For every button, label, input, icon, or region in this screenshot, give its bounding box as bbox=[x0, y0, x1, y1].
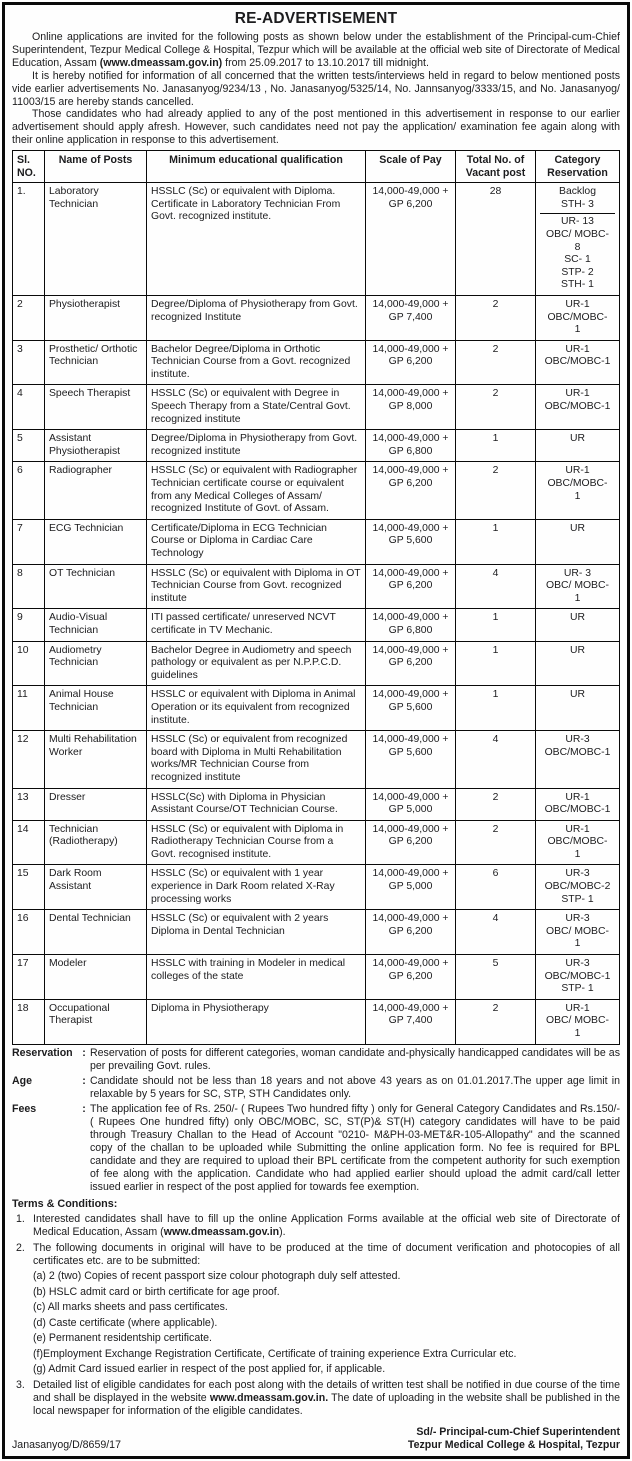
qualification-cell: Certificate/Diploma in ECG Technician Course or Diploma in Cardiac Care Technology bbox=[147, 519, 366, 564]
vacant-posts-cell: 2 bbox=[456, 788, 536, 820]
sl-no-cell: 10 bbox=[13, 641, 45, 686]
document-subitem: (f)Employment Exchange Registration Certificate, Certificate of training experience Extra Curricular etc. bbox=[33, 1347, 517, 1360]
post-name-cell: Occupational Therapist bbox=[45, 999, 147, 1044]
post-name-cell: Speech Therapist bbox=[45, 385, 147, 430]
qualification-cell: Degree/Diploma of Physiotherapy from Govt. recognized Institute bbox=[147, 295, 366, 340]
qualification-cell: Bachelor Degree/Diploma in Orthotic Technician Course from a Govt. recognized institute. bbox=[147, 340, 366, 385]
category-reservation-cell bbox=[536, 340, 620, 385]
vacant-posts-cell: 4 bbox=[456, 910, 536, 955]
item-text bbox=[33, 1379, 620, 1418]
sl-no-cell: 6 bbox=[13, 462, 45, 519]
note-label: Reservation bbox=[12, 1046, 73, 1059]
category-divider bbox=[540, 213, 615, 214]
qualification-cell: HSSLC (Sc) or equivalent with Diploma. Certificate in Laboratory Technician From Govt. recognized institute. bbox=[147, 183, 366, 296]
item-number: 2. bbox=[16, 1241, 25, 1254]
post-name-cell: Dresser bbox=[45, 788, 147, 820]
website-url: www.dmeassam.gov.in. bbox=[209, 1392, 329, 1405]
signature-line-2: Tezpur Medical College & Hospital, Tezpur bbox=[407, 1439, 620, 1452]
table-row bbox=[13, 731, 620, 788]
header-name-of-posts: Name of Posts bbox=[45, 151, 147, 183]
table-row bbox=[13, 865, 620, 910]
category-block: UR-3 OBC/MOBC-1 STP- 1 bbox=[544, 958, 611, 995]
intro-paragraph-2: It is hereby notified for information of all concerned that the written tests/interviews held in regard to below mentioned posts vide earlier advertisements No. Janasanyog/9234/13 , No. Janasanyog/5325/14, No. Jannsanyog/3333/15, and No. Janasanyog/ 11003/15 are hereby stands cancelled. bbox=[12, 69, 620, 108]
sl-no-cell: 17 bbox=[13, 955, 45, 1000]
sl-no-cell: 16 bbox=[13, 910, 45, 955]
item-text-part: ). bbox=[279, 1225, 286, 1238]
document-subitem: (c) All marks sheets and pass certificates. bbox=[33, 1301, 228, 1314]
item-number: 1. bbox=[16, 1212, 25, 1225]
table-row bbox=[13, 183, 620, 296]
category-reservation-cell bbox=[536, 609, 620, 641]
footer bbox=[12, 1426, 620, 1452]
vacant-posts-cell: 2 bbox=[456, 295, 536, 340]
terms-heading: Terms & Conditions: bbox=[12, 1197, 118, 1210]
scale-of-pay-cell: 14,000-49,000 + GP 7,400 bbox=[366, 999, 456, 1044]
category-block: UR bbox=[569, 689, 585, 701]
scale-of-pay-cell: 14,000-49,000 + GP 6,200 bbox=[366, 340, 456, 385]
post-name-cell: ECG Technician bbox=[45, 519, 147, 564]
category-block: UR-1 OBC/MOBC- 1 bbox=[547, 823, 608, 860]
item-text-part: Interested candidates shall have to fill up the online Application Forms available at the official web site of Directorate of Medical Education, Assam ( bbox=[33, 1212, 620, 1238]
post-name-cell: Physiotherapist bbox=[45, 295, 147, 340]
post-name-cell: Modeler bbox=[45, 955, 147, 1000]
post-name-cell: Multi Rehabilitation Worker bbox=[45, 731, 147, 788]
item-text-part: Detailed list of eligible candidates for each post along with the details of written test shall be notified in due course of the time and shall be displayed in the website bbox=[33, 1379, 620, 1405]
scale-of-pay-cell: 14,000-49,000 + GP 6,200 bbox=[366, 955, 456, 1000]
category-reservation-cell bbox=[536, 731, 620, 788]
header-category-reservation: Category Reservation bbox=[536, 151, 620, 183]
header-qualification: Minimum educational qualification bbox=[147, 151, 366, 183]
posts-table-body bbox=[13, 183, 620, 1044]
table-row bbox=[13, 609, 620, 641]
category-reservation-cell bbox=[536, 820, 620, 865]
scale-of-pay-cell: 14,000-49,000 + GP 5,600 bbox=[366, 731, 456, 788]
category-block: UR bbox=[569, 612, 585, 624]
post-name-cell: Animal House Technician bbox=[45, 686, 147, 731]
sl-no-cell: 5 bbox=[13, 430, 45, 462]
document-subitem: (d) Caste certificate (where applicable). bbox=[33, 1316, 218, 1329]
scale-of-pay-cell: 14,000-49,000 + GP 8,000 bbox=[366, 385, 456, 430]
category-reservation-cell bbox=[536, 564, 620, 609]
table-row bbox=[13, 686, 620, 731]
table-row bbox=[13, 910, 620, 955]
advertisement-page bbox=[2, 2, 630, 1459]
reference-number: Janasanyog/D/8659/17 bbox=[12, 1439, 121, 1452]
post-name-cell: Technician (Radiotherapy) bbox=[45, 820, 147, 865]
scale-of-pay-cell: 14,000-49,000 + GP 6,200 bbox=[366, 564, 456, 609]
qualification-cell: Degree/Diploma in Physiotherapy from Govt. recognized institute bbox=[147, 430, 366, 462]
category-reservation-cell bbox=[536, 295, 620, 340]
category-block: Backlog STH- 3 bbox=[559, 186, 596, 210]
note-text: Reservation of posts for different categories, woman candidate and-physically handicapped candidates will be as per prevailing Govt. rules. bbox=[90, 1046, 620, 1072]
category-reservation-cell bbox=[536, 788, 620, 820]
table-row bbox=[13, 788, 620, 820]
header-vacant-posts: Total No. of Vacant post bbox=[456, 151, 536, 183]
category-block: UR- 13 OBC/ MOBC- 8 SC- 1 STP- 2 STH- 1 bbox=[546, 216, 609, 291]
notes-section bbox=[12, 1047, 620, 1194]
header-sl-no: Sl. NO. bbox=[13, 151, 45, 183]
vacant-posts-cell: 1 bbox=[456, 641, 536, 686]
scale-of-pay-cell: 14,000-49,000 + GP 6,200 bbox=[366, 910, 456, 955]
website-url: www.dmeassam.gov.in bbox=[163, 1225, 280, 1238]
sl-no-cell: 3 bbox=[13, 340, 45, 385]
note-reservation bbox=[12, 1047, 620, 1073]
post-name-cell: Assistant Physiotherapist bbox=[45, 430, 147, 462]
qualification-cell: HSSLC (Sc) or equivalent with Degree in Speech Therapy from a State/Central Govt. recognized institute bbox=[147, 385, 366, 430]
sl-no-cell: 13 bbox=[13, 788, 45, 820]
vacant-posts-cell: 5 bbox=[456, 955, 536, 1000]
post-name-cell: Audiometry Technician bbox=[45, 641, 147, 686]
scale-of-pay-cell: 14,000-49,000 + GP 5,000 bbox=[366, 865, 456, 910]
sl-no-cell: 11 bbox=[13, 686, 45, 731]
qualification-cell: HSSLC (Sc) or equivalent with 2 years Diploma in Dental Technician bbox=[147, 910, 366, 955]
category-reservation-cell bbox=[536, 955, 620, 1000]
category-block: UR-3 OBC/MOBC-2 STP- 1 bbox=[544, 868, 611, 905]
post-name-cell: Dark Room Assistant bbox=[45, 865, 147, 910]
table-row bbox=[13, 340, 620, 385]
qualification-cell: Bachelor Degree in Audiometry and speech pathology or equivalent as per N.P.P.C.D. guidelines bbox=[147, 641, 366, 686]
intro-paragraph-3: Those candidates who had already applied to any of the post mentioned in this advertisement in response to our earlier advertisement should apply afresh. However, such candidates need not pay the application/ examination fee again along with their online application in response to this advertisement. bbox=[12, 108, 620, 147]
scale-of-pay-cell: 14,000-49,000 + GP 6,200 bbox=[366, 183, 456, 296]
vacant-posts-cell: 2 bbox=[456, 999, 536, 1044]
qualification-cell: Diploma in Physiotherapy bbox=[147, 999, 366, 1044]
header-scale-of-pay: Scale of Pay bbox=[366, 151, 456, 183]
document-sublist bbox=[33, 1270, 620, 1376]
qualification-cell: HSSLC(Sc) with Diploma in Physician Assistant Course/OT Technician Course. bbox=[147, 788, 366, 820]
table-row bbox=[13, 955, 620, 1000]
vacant-posts-cell: 1 bbox=[456, 430, 536, 462]
table-row bbox=[13, 385, 620, 430]
document-subitem: (g) Admit Card issued earlier in respect of the post applied for, if applicable. bbox=[33, 1363, 386, 1376]
category-block: UR-1 OBC/MOBC-1 bbox=[544, 791, 611, 816]
category-block: UR-1 OBC/MOBC- 1 bbox=[547, 465, 608, 502]
note-text: The application fee of Rs. 250/- ( Rupees Two hundred fifty ) only for General Category Candidates and Rs.150/- ( Rupees One hundred fifty) only OBC/MOBC, SC, ST(P)& ST(H) category candidates will have to be paid through Treasury Challan to the Head of Account "0210- M&PH-03-MET&R-105-Allopathy" and the scanned copy of the challan to be uploaded while Submitting the online application form. No fee is required for BPL candidate and they are required to upload their BPL certificate from the competent authority for such exemption of fee along with the application. Candidate who had applied earlier should upload the admit card/call letter issued earlier in respect of the post applied for towards fee exemption. bbox=[90, 1102, 620, 1193]
category-reservation-cell bbox=[536, 686, 620, 731]
post-name-cell: Prosthetic/ Orthotic Technician bbox=[45, 340, 147, 385]
item-text bbox=[33, 1213, 620, 1239]
note-age bbox=[12, 1075, 620, 1101]
category-reservation-cell bbox=[536, 183, 620, 296]
website-url: (www.dmeassam.gov.in) bbox=[99, 56, 223, 69]
qualification-cell: HSSLC with training in Modeler in medical colleges of the state bbox=[147, 955, 366, 1000]
scale-of-pay-cell: 14,000-49,000 + GP 5,600 bbox=[366, 519, 456, 564]
vacant-posts-cell: 4 bbox=[456, 564, 536, 609]
table-header-row bbox=[13, 151, 620, 183]
qualification-cell: HSSLC (Sc) or equivalent with Diploma in Radiotherapy Technician Course from a Govt. recognised institute. bbox=[147, 820, 366, 865]
vacant-posts-cell: 4 bbox=[456, 731, 536, 788]
table-row bbox=[13, 295, 620, 340]
intro-text: from 25.09.2017 to 13.10.2017 till midnight. bbox=[222, 56, 429, 69]
category-reservation-cell bbox=[536, 430, 620, 462]
terms-item-1 bbox=[12, 1213, 620, 1239]
intro-paragraph-1 bbox=[12, 31, 620, 70]
post-name-cell: Audio-Visual Technician bbox=[45, 609, 147, 641]
category-block: UR bbox=[569, 644, 585, 656]
vacant-posts-cell: 1 bbox=[456, 609, 536, 641]
post-name-cell: OT Technician bbox=[45, 564, 147, 609]
page-title: RE-ADVERTISEMENT bbox=[234, 10, 398, 27]
document-subitem: (a) 2 (two) Copies of recent passport size colour photograph duly self attested. bbox=[33, 1270, 401, 1283]
note-label: Fees bbox=[12, 1102, 37, 1115]
scale-of-pay-cell: 14,000-49,000 + GP 7,400 bbox=[366, 295, 456, 340]
posts-table bbox=[12, 150, 620, 1044]
sl-no-cell: 18 bbox=[13, 999, 45, 1044]
vacant-posts-cell: 6 bbox=[456, 865, 536, 910]
note-colon: : bbox=[82, 1046, 86, 1059]
table-row bbox=[13, 462, 620, 519]
category-reservation-cell bbox=[536, 385, 620, 430]
item-text-part: The following documents in original will have to be produced at the time of document verification and photocopies of all certificates etc. are to be submitted: bbox=[33, 1241, 620, 1267]
note-label: Age bbox=[12, 1074, 33, 1087]
sl-no-cell: 7 bbox=[13, 519, 45, 564]
table-row bbox=[13, 430, 620, 462]
category-block: UR- 3 OBC/ MOBC- 1 bbox=[546, 567, 609, 604]
vacant-posts-cell: 2 bbox=[456, 340, 536, 385]
vacant-posts-cell: 28 bbox=[456, 183, 536, 296]
qualification-cell: HSSLC (Sc) or equivalent with 1 year experience in Dark Room related X-Ray processing works bbox=[147, 865, 366, 910]
category-reservation-cell bbox=[536, 641, 620, 686]
category-block: UR-3 OBC/MOBC-1 bbox=[544, 734, 611, 758]
scale-of-pay-cell: 14,000-49,000 + GP 6,800 bbox=[366, 430, 456, 462]
sl-no-cell: 15 bbox=[13, 865, 45, 910]
vacant-posts-cell: 2 bbox=[456, 820, 536, 865]
item-number: 3. bbox=[16, 1379, 25, 1392]
category-block: UR bbox=[569, 433, 585, 445]
document-subitem: (b) HSLC admit card or birth certificate for age proof. bbox=[33, 1285, 280, 1298]
sl-no-cell: 1. bbox=[13, 183, 45, 296]
scale-of-pay-cell: 14,000-49,000 + GP 5,600 bbox=[366, 686, 456, 731]
scale-of-pay-cell: 14,000-49,000 + GP 6,200 bbox=[366, 641, 456, 686]
category-block: UR-1 OBC/MOBC- 1 bbox=[547, 298, 608, 336]
qualification-cell: HSSLC (Sc) or equivalent with Diploma in OT Technician Course from Govt. recognized institute bbox=[147, 564, 366, 609]
scale-of-pay-cell: 14,000-49,000 + GP 6,800 bbox=[366, 609, 456, 641]
post-name-cell: Laboratory Technician bbox=[45, 183, 147, 296]
post-name-cell: Dental Technician bbox=[45, 910, 147, 955]
category-reservation-cell bbox=[536, 865, 620, 910]
category-block: UR bbox=[569, 522, 585, 534]
qualification-cell: HSSLC or equivalent with Diploma in Animal Operation or its equivalent from recognized institute. bbox=[147, 686, 366, 731]
category-block: UR-1 OBC/ MOBC- 1 bbox=[546, 1002, 609, 1039]
item-text bbox=[33, 1242, 620, 1377]
qualification-cell: ITI passed certificate/ unreserved NCVT certificate in TV Mechanic. bbox=[147, 609, 366, 641]
sl-no-cell: 4 bbox=[13, 385, 45, 430]
category-reservation-cell bbox=[536, 910, 620, 955]
item-text-part: The date of uploading in the website shall be published in the local newspaper for information of the eligible candidates. bbox=[33, 1392, 620, 1418]
sl-no-cell: 2 bbox=[13, 295, 45, 340]
sl-no-cell: 8 bbox=[13, 564, 45, 609]
note-text: Candidate should not be less than 18 years and not above 43 years as on 01.01.2017.The upper age limit in relaxable by 5 years for SC, STP, STH Candidates only. bbox=[90, 1074, 620, 1100]
signature-line-1: Sd/- Principal-cum-Chief Superintendent bbox=[416, 1426, 620, 1439]
terms-item-3 bbox=[12, 1379, 620, 1418]
vacant-posts-cell: 1 bbox=[456, 519, 536, 564]
table-row bbox=[13, 820, 620, 865]
scale-of-pay-cell: 14,000-49,000 + GP 6,200 bbox=[366, 820, 456, 865]
note-colon: : bbox=[82, 1102, 86, 1115]
intro-text: Online applications are invited for the following posts as shown below under the establishment of the Principal-cum-Chief Superintendent, Tezpur Medical College & Hospital, Tezpur which will be available at the official web site of Directorate of Medical Education, Assam bbox=[12, 31, 620, 69]
intro-section bbox=[12, 31, 620, 147]
note-colon: : bbox=[82, 1074, 86, 1087]
vacant-posts-cell: 2 bbox=[456, 385, 536, 430]
qualification-cell: HSSLC (Sc) or equivalent with Radiographer Technician certificate course or equivalent from any Medical Colleges of Assam/ recognized Institute of Govt. of Assam. bbox=[147, 462, 366, 519]
document-subitem: (e) Permanent residentship certificate. bbox=[33, 1332, 212, 1345]
vacant-posts-cell: 1 bbox=[456, 686, 536, 731]
category-block: UR-1 OBC/MOBC-1 bbox=[544, 388, 611, 413]
signature-block bbox=[408, 1426, 620, 1452]
scale-of-pay-cell: 14,000-49,000 + GP 5,000 bbox=[366, 788, 456, 820]
table-row bbox=[13, 519, 620, 564]
qualification-cell: HSSLC (Sc) or equivalent from recognized board with Diploma in Multi Rehabilitation works/MR Technician Course from recognized institute bbox=[147, 731, 366, 788]
sl-no-cell: 9 bbox=[13, 609, 45, 641]
scale-of-pay-cell: 14,000-49,000 + GP 6,200 bbox=[366, 462, 456, 519]
category-reservation-cell bbox=[536, 519, 620, 564]
table-row bbox=[13, 564, 620, 609]
post-name-cell: Radiographer bbox=[45, 462, 147, 519]
terms-item-2 bbox=[12, 1242, 620, 1377]
sl-no-cell: 14 bbox=[13, 820, 45, 865]
sl-no-cell: 12 bbox=[13, 731, 45, 788]
table-row bbox=[13, 641, 620, 686]
note-fees bbox=[12, 1103, 620, 1194]
table-row bbox=[13, 999, 620, 1044]
category-reservation-cell bbox=[536, 462, 620, 519]
category-block: UR-3 OBC/ MOBC- 1 bbox=[546, 913, 609, 950]
category-block: UR-1 OBC/MOBC-1 bbox=[544, 343, 611, 368]
vacant-posts-cell: 2 bbox=[456, 462, 536, 519]
category-reservation-cell bbox=[536, 999, 620, 1044]
